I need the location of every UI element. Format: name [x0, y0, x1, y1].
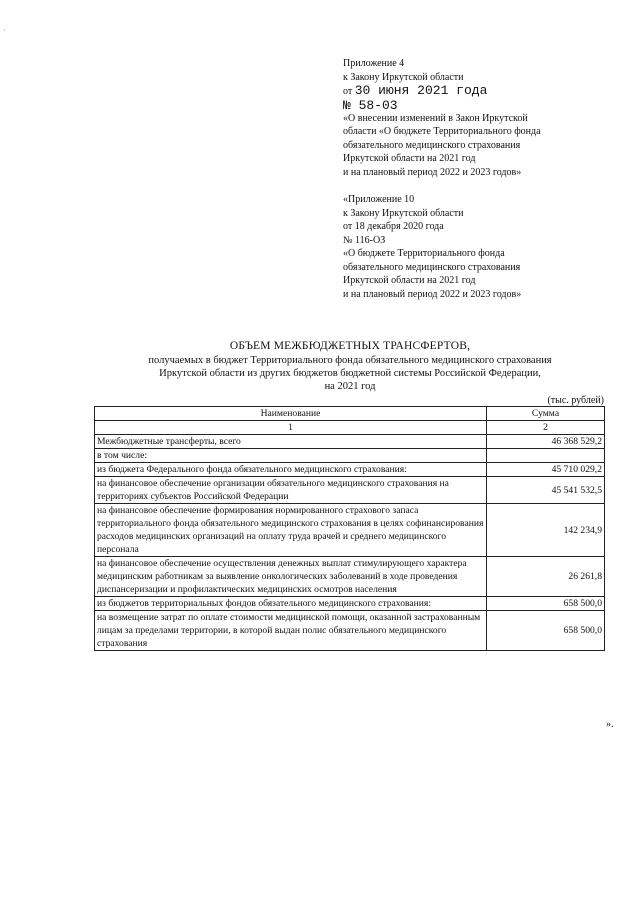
title-main: ОБЪЕМ МЕЖБЮДЖЕТНЫХ ТРАНСФЕРТОВ, [229, 340, 471, 352]
annex-date-value: 30 июня 2021 года [354, 83, 488, 98]
annex-about-line: Иркутской области на 2021 год [343, 153, 476, 164]
row-sum: 26 261,8 [487, 557, 605, 597]
annex-about-line: и на плановый период 2022 и 2023 годов» [343, 166, 522, 178]
row-sum: 46 368 529,2 [487, 435, 605, 449]
row-name: в том числе: [95, 449, 487, 463]
closing-quote: ». [606, 719, 614, 730]
row-name: на возмещение затрат по оплате стоимости медицинской помощи, оказанной застрахованным лицам за пределами территории, в которой выдан полис обязательного медицинского страхования [95, 611, 487, 651]
annex-number: № 58-03 [343, 97, 398, 113]
row-sum [487, 449, 605, 463]
row-sum: 658 500,0 [487, 597, 605, 611]
units-label: (тыс. рублей) [547, 395, 604, 406]
table-row [95, 463, 605, 477]
header-sum: Сумма [487, 407, 605, 421]
annex-date-line [343, 84, 613, 99]
original-annex-line: «О бюджете Территориального фонда [343, 248, 505, 259]
original-annex-line: от 18 декабря 2020 года [343, 221, 444, 232]
scan-mark: · [3, 26, 6, 35]
original-annex-line: № 116-ОЗ [343, 234, 386, 246]
annex-title: Приложение 4 [343, 58, 405, 69]
row-sum: 658 500,0 [487, 611, 605, 651]
original-annex-line: Иркутской области на 2021 год [343, 275, 476, 286]
transfers-table [94, 406, 605, 651]
annex-about-line: обязательного медицинского страхования [343, 139, 521, 151]
table-colnum-row [95, 421, 605, 435]
row-sum: 142 234,9 [487, 504, 605, 557]
row-name: на финансовое обеспечение организации обязательного медицинского страхования на территориях субъектов Российской Федерации [95, 477, 487, 504]
title-line: Иркутской области из других бюджетов бюджетной системы Российской Федерации, [159, 368, 541, 379]
document-title [95, 340, 605, 393]
colnum-1: 1 [95, 421, 487, 435]
table-row [95, 504, 605, 557]
original-annex-line: и на плановый период 2022 и 2023 годов» [343, 288, 522, 300]
row-sum: 45 541 532,5 [487, 477, 605, 504]
table-row [95, 557, 605, 597]
annex-about-line: области «О бюджете Территориального фонда [343, 126, 541, 137]
colnum-2: 2 [487, 421, 605, 435]
row-name: из бюджетов территориальных фондов обязательного медицинского страхования: [95, 597, 487, 611]
header-name: Наименование [95, 407, 487, 421]
table-row [95, 611, 605, 651]
table-row [95, 477, 605, 504]
table-row [95, 449, 605, 463]
annex-about-line: «О внесении изменений в Закон Иркутской [343, 112, 528, 124]
annex-date-prefix: от [343, 86, 353, 97]
annex-law-ref: к Закону Иркутской области [343, 71, 464, 83]
table-row [95, 597, 605, 611]
table-row [95, 435, 605, 449]
row-name: на финансовое обеспечение осуществления денежных выплат стимулирующего характера медицинским работникам за выявление онкологических заболеваний в ходе проведения диспансеризации и профилактических медицинских осмотров населения [95, 557, 487, 597]
row-name: Межбюджетные трансферты, всего [95, 435, 487, 449]
annex-header [343, 57, 613, 301]
original-annex-line: к Закону Иркутской области [343, 207, 464, 219]
table-header-row [95, 407, 605, 421]
title-line: получаемых в бюджет Территориального фонда обязательного медицинского страхования [148, 355, 552, 366]
original-annex-line: «Приложение 10 [343, 194, 415, 205]
row-sum: 45 710 029,2 [487, 463, 605, 477]
original-annex-line: обязательного медицинского страхования [343, 261, 521, 273]
row-name: на финансовое обеспечение формирования нормированного страхового запаса территориального фонда обязательного медицинского страхования в целях софинансирования расходов медицинских организаций на оплату труда врачей и среднего медицинского персонала [95, 504, 487, 557]
title-line: на 2021 год [324, 381, 376, 392]
row-name: из бюджета Федерального фонда обязательного медицинского страхования: [95, 463, 487, 477]
